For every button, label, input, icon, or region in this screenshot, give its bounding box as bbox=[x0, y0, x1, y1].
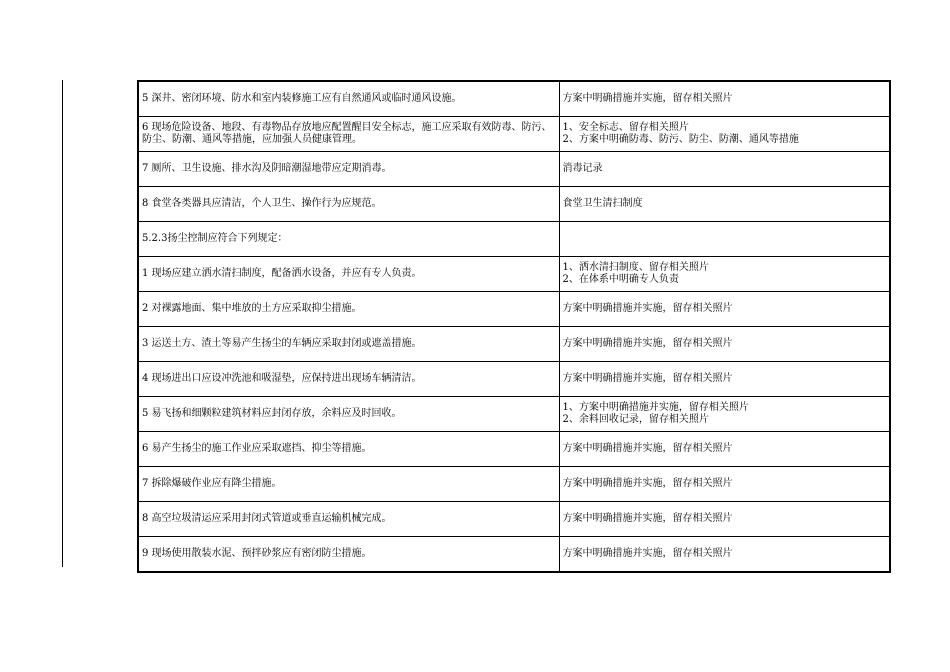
table-row bbox=[138, 187, 890, 222]
table-row bbox=[138, 432, 890, 467]
table-row bbox=[138, 117, 890, 152]
table-row bbox=[138, 81, 890, 117]
evidence-cell: 方案中明确措施并实施，留存相关照片 bbox=[559, 81, 890, 117]
evidence-cell: 方案中明确措施并实施，留存相关照片 bbox=[559, 502, 890, 537]
evidence-cell: 方案中明确措施并实施，留存相关照片 bbox=[559, 467, 890, 502]
requirement-cell: 5 易飞扬和细颗粒建筑材料应封闭存放，余料应及时回收。 bbox=[138, 397, 559, 432]
table-row bbox=[138, 362, 890, 397]
evidence-cell: 1、洒水清扫制度、留存相关照片 2、在体系中明确专人负责 bbox=[559, 257, 890, 292]
evidence-cell: 消毒记录 bbox=[559, 152, 890, 187]
section-heading-cell: 5.2.3扬尘控制应符合下列规定： bbox=[138, 222, 559, 257]
requirement-cell: 4 现场进出口应设冲洗池和吸湿垫，应保持进出现场车辆清洁。 bbox=[138, 362, 559, 397]
requirement-cell: 2 对裸露地面、集中堆放的土方应采取抑尘措施。 bbox=[138, 292, 559, 327]
evidence-cell: 食堂卫生清扫制度 bbox=[559, 187, 890, 222]
requirement-cell: 6 易产生扬尘的施工作业应采取遮挡、抑尘等措施。 bbox=[138, 432, 559, 467]
requirement-cell: 6 现场危险设备、地段、有毒物品存放地应配置醒目安全标志，施工应采取有效防毒、防污、防尘、防潮、通风等措施，应加强人员健康管理。 bbox=[138, 117, 559, 152]
table-row bbox=[138, 537, 890, 573]
evidence-cell: 方案中明确措施并实施，留存相关照片 bbox=[559, 327, 890, 362]
table-row bbox=[138, 292, 890, 327]
table-row bbox=[138, 327, 890, 362]
evidence-cell: 方案中明确措施并实施，留存相关照片 bbox=[559, 537, 890, 573]
requirement-cell: 8 高空垃圾清运应采用封闭式管道或垂直运输机械完成。 bbox=[138, 502, 559, 537]
requirement-cell: 8 食堂各类器具应清洁，个人卫生、操作行为应规范。 bbox=[138, 187, 559, 222]
requirements-table-body bbox=[138, 81, 890, 572]
evidence-cell bbox=[559, 222, 890, 257]
table-row bbox=[138, 502, 890, 537]
evidence-cell: 1、安全标志、留存相关照片 2、方案中明确防毒、防污、防尘、防潮、通风等措施 bbox=[559, 117, 890, 152]
requirement-cell: 1 现场应建立洒水清扫制度，配备洒水设备，并应有专人负责。 bbox=[138, 257, 559, 292]
table-row bbox=[138, 467, 890, 502]
page-margin-line bbox=[62, 80, 63, 567]
evidence-cell: 方案中明确措施并实施，留存相关照片 bbox=[559, 362, 890, 397]
table-row bbox=[138, 222, 890, 257]
requirement-cell: 7 厕所、卫生设施、排水沟及阴暗潮湿地带应定期消毒。 bbox=[138, 152, 559, 187]
evidence-cell: 方案中明确措施并实施，留存相关照片 bbox=[559, 432, 890, 467]
table-row bbox=[138, 257, 890, 292]
requirement-cell: 5 深井、密闭环境、防水和室内装修施工应有自然通风或临时通风设施。 bbox=[138, 81, 559, 117]
evidence-cell: 方案中明确措施并实施，留存相关照片 bbox=[559, 292, 890, 327]
table-row bbox=[138, 152, 890, 187]
requirement-cell: 7 拆除爆破作业应有降尘措施。 bbox=[138, 467, 559, 502]
evidence-cell: 1、方案中明确措施并实施，留存相关照片 2、余料回收记录，留存相关照片 bbox=[559, 397, 890, 432]
table-row bbox=[138, 397, 890, 432]
requirement-cell: 3 运送土方、渣土等易产生扬尘的车辆应采取封闭或遮盖措施。 bbox=[138, 327, 559, 362]
requirements-table bbox=[137, 80, 891, 573]
requirement-cell: 9 现场使用散装水泥、预拌砂浆应有密闭防尘措施。 bbox=[138, 537, 559, 573]
